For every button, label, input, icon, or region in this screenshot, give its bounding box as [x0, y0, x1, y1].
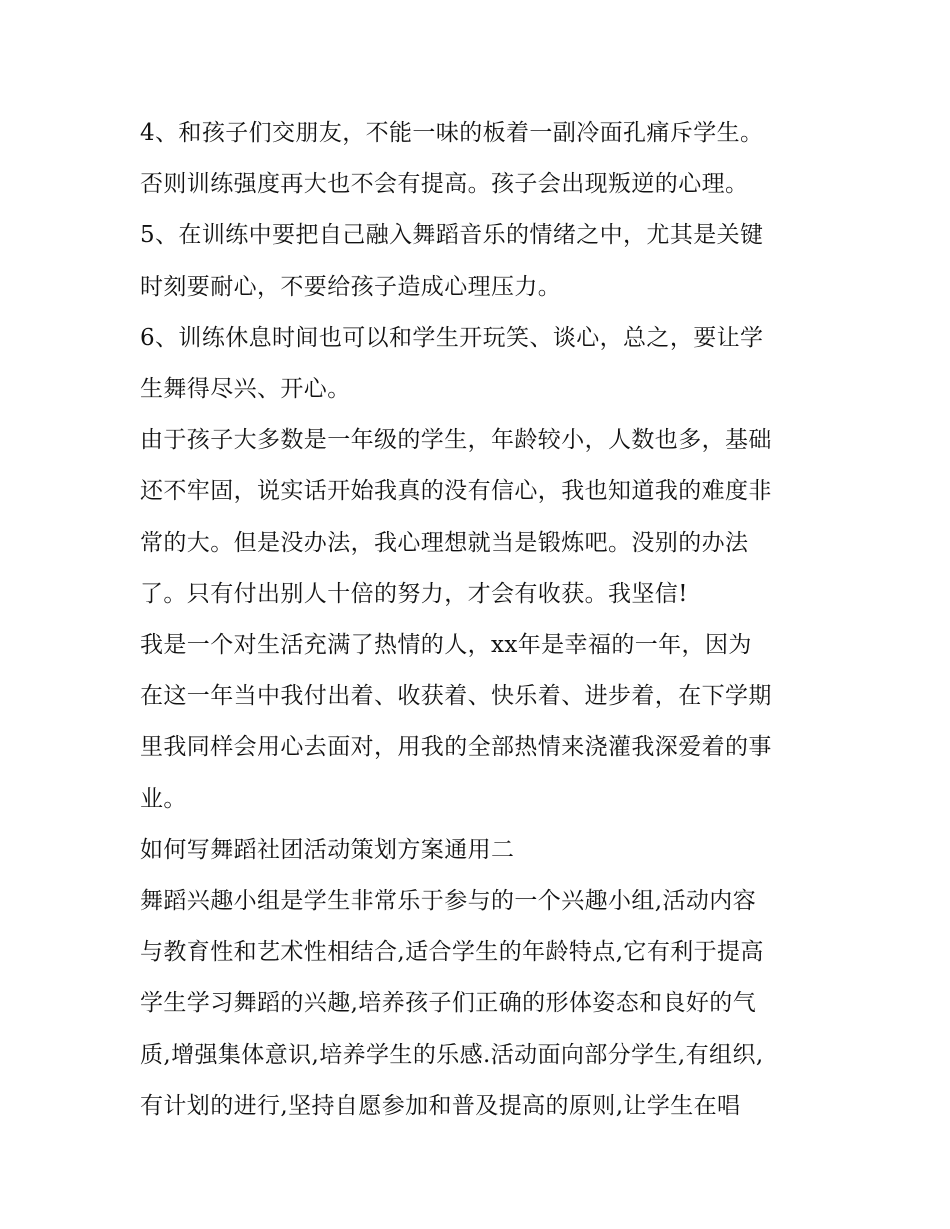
text-line: 我是一个对生活充满了热情的人，xx年是幸福的一年，因为 [140, 632, 752, 659]
text-line: 有计划的进行,坚持自愿参加和普及提高的原则,让学生在唱 [140, 1092, 741, 1119]
text-line: 6、训练休息时间也可以和学生开玩笑、谈心，总之，要让学 [140, 324, 764, 351]
section-heading: 如何写舞蹈社团活动策划方案通用二 [140, 836, 515, 863]
text-line: 还不牢固，说实话开始我真的没有信心，我也知道我的难度非 [140, 478, 772, 505]
text-line: 舞蹈兴趣小组是学生非常乐于参与的一个兴趣小组,活动内容 [140, 888, 757, 915]
text-line: 质,增强集体意识,培养学生的乐感.活动面向部分学生,有组织, [140, 1041, 764, 1068]
text-line: 学生学习舞蹈的兴趣,培养孩子们正确的形体姿态和良好的气 [140, 990, 757, 1017]
text-line: 在这一年当中我付出着、收获着、快乐着、进步着，在下学期 [140, 683, 772, 710]
text-line: 5、在训练中要把自己融入舞蹈音乐的情绪之中，尤其是关键 [140, 222, 764, 249]
text-line: 生舞得尽兴、开心。 [140, 376, 351, 403]
text-line: 否则训练强度再大也不会有提高。孩子会出现叛逆的心理。 [140, 171, 749, 198]
text-line: 4、和孩子们交朋友，不能一味的板着一副冷面孔痛斥学生。 [140, 120, 764, 146]
text-line: 与教育性和艺术性相结合,适合学生的年龄特点,它有利于提高 [140, 939, 764, 966]
text-line: 时刻要耐心，不要给孩子造成心理压力。 [140, 273, 562, 300]
text-line: 由于孩子大多数是一年级的学生，年龄较小，人数也多，基础 [140, 427, 772, 454]
text-line: 里我同样会用心去面对，用我的全部热情来浇灌我深爱着的事 [140, 734, 772, 761]
text-line: 了。只有付出别人十倍的努力，才会有收获。我坚信! [140, 580, 688, 607]
document-body [140, 108, 820, 1132]
text-line: 常的大。但是没办法，我心理想就当是锻炼吧。没别的办法 [140, 529, 749, 556]
text-line: 业。 [140, 785, 187, 812]
